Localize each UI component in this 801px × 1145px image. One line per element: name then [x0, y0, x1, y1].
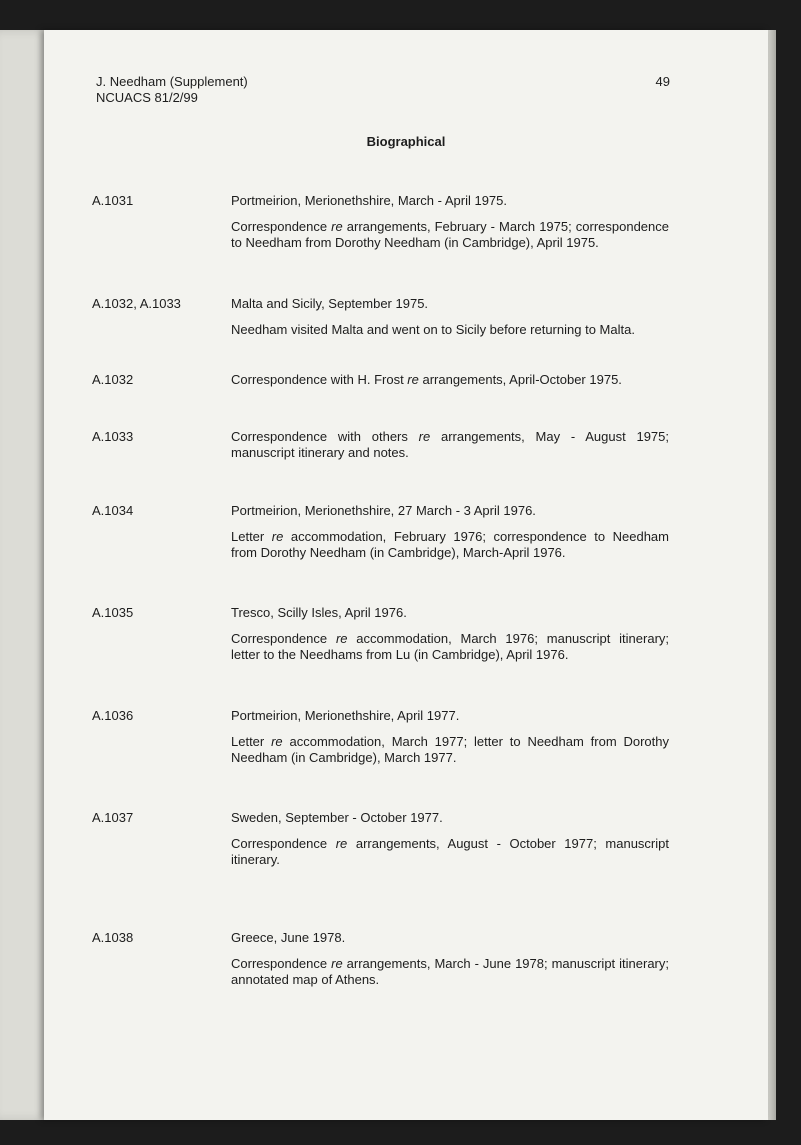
entry-title: Tresco, Scilly Isles, April 1976.	[231, 605, 407, 620]
entry-title: Sweden, September - October 1977.	[231, 810, 443, 825]
entry-body	[231, 372, 669, 388]
page-header	[96, 74, 670, 106]
entry-title: Portmeirion, Merionethshire, 27 March - 3 April 1976.	[231, 503, 536, 518]
entry-body	[231, 296, 669, 338]
entry-reference: A.1038	[92, 930, 134, 945]
entry-title: Portmeirion, Merionethshire, April 1977.	[231, 708, 460, 723]
entry-body	[231, 503, 669, 561]
entry-body	[231, 810, 669, 868]
entry-description: Letter re accommodation, February 1976; correspondence to Needham from Dorothy Needham (in Cambridge), March-April 1976.	[231, 529, 669, 560]
entry-reference: A.1032	[92, 372, 134, 387]
catalogue-page	[44, 30, 768, 1120]
entry-description: Correspondence re arrangements, August - October 1977; manuscript itinerary.	[231, 836, 669, 867]
entry-title: Correspondence with others re arrangements, May - August 1975; manuscript itinerary and notes.	[231, 429, 669, 460]
entry-description: Correspondence re accommodation, March 1976; manuscript itinerary; letter to the Needhams from Lu (in Cambridge), April 1976.	[231, 631, 670, 662]
entry-description: Letter re accommodation, March 1977; letter to Needham from Dorothy Needham (in Cambridge), March 1977.	[231, 734, 670, 765]
entry-body	[231, 193, 669, 251]
entry-reference: A.1036	[92, 708, 134, 723]
entry-body	[231, 429, 669, 461]
entry-reference: A.1033	[92, 429, 134, 444]
entry-reference: A.1037	[92, 810, 134, 825]
entry-reference: A.1034	[92, 503, 134, 518]
entry-title: Correspondence with H. Frost re arrangements, April-October 1975.	[231, 372, 622, 387]
header-catalogue-number: NCUACS 81/2/99	[96, 90, 198, 105]
entry-body	[231, 605, 669, 663]
entry-description: Correspondence re arrangements, February - March 1975; correspondence to Needham from Dorothy Needham (in Cambridge), April 1975.	[231, 219, 669, 250]
page-number: 49	[655, 74, 670, 89]
entry-description: Correspondence re arrangements, March - June 1978; manuscript itinerary; annotated map of Athens.	[231, 956, 669, 987]
entry-body	[231, 930, 669, 988]
header-author: J. Needham (Supplement)	[96, 74, 248, 89]
entry-description: Needham visited Malta and went on to Sicily before returning to Malta.	[231, 322, 635, 337]
section-title: Biographical	[366, 134, 446, 149]
entry-body	[231, 708, 669, 766]
entry-title: Malta and Sicily, September 1975.	[231, 296, 429, 311]
entry-title: Portmeirion, Merionethshire, March - April 1975.	[231, 193, 508, 208]
entry-reference: A.1031	[92, 193, 134, 208]
entry-reference: A.1032, A.1033	[92, 296, 181, 311]
entry-reference: A.1035	[92, 605, 134, 620]
entry-title: Greece, June 1978.	[231, 930, 346, 945]
